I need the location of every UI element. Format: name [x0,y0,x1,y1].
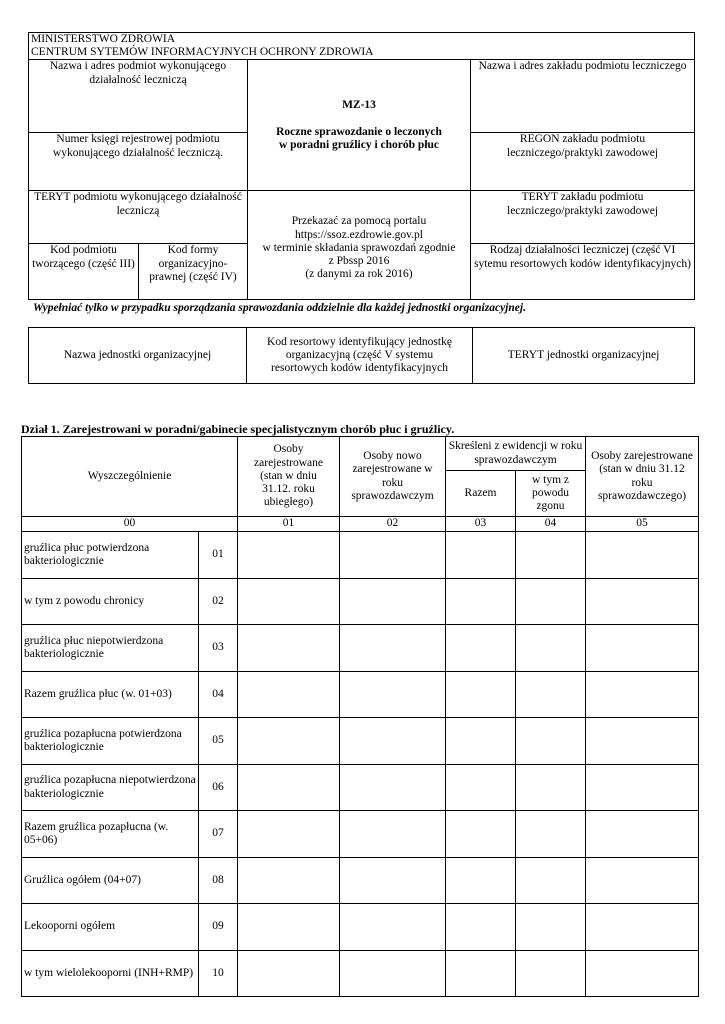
row-label: w tym wielolekooporni (INH+RMP) [22,951,199,997]
row-number: 07 [199,811,238,858]
value-cell-col-02[interactable] [340,904,446,951]
value-cell-col-01[interactable] [238,718,340,765]
regon-field[interactable] [471,133,695,191]
legal-form-code-field[interactable] [139,244,248,300]
value-cell-col-03[interactable] [446,718,516,765]
unit-teryt-field[interactable] [473,328,695,384]
col-number-01: 01 [238,517,340,532]
legal-form-code-label: Kod formy organizacyjno-prawnej (część IV) [149,244,237,283]
value-cell-col-05[interactable] [586,579,699,625]
separate-unit-note: Wypełniać tylko w przypadku sporządzania sprawozdania oddzielnie dla każdej jednostki organizacyjnej. [33,302,526,314]
value-cell-col-01[interactable] [238,951,340,997]
submission-line-3: w terminie składania sprawozdań zgodnie [262,241,456,254]
value-cell-col-03[interactable] [446,951,516,997]
value-cell-col-03[interactable] [446,625,516,672]
col-header-05: Osoby zarejestrowane (stan w dniu 31.12 roku sprawozdawczego) [586,437,699,517]
form-title-cell [248,60,471,191]
value-cell-col-01[interactable] [238,532,340,579]
activity-type-field[interactable] [471,244,695,300]
entity-teryt-label: TERYT podmiotu wykonującego działalność leczniczą [34,191,242,217]
value-cell-col-01[interactable] [238,672,340,718]
value-cell-col-05[interactable] [586,672,699,718]
ministry-cell [29,33,695,60]
unit-table [28,327,694,384]
submission-url: https://ssoz.ezdrowie.gov.pl [295,228,423,241]
value-cell-col-03[interactable] [446,811,516,858]
value-cell-col-04[interactable] [516,672,586,718]
value-cell-col-04[interactable] [516,625,586,672]
row-number: 05 [199,718,238,765]
submission-line-4: z Pbssp 2016 [328,255,390,268]
unit-name-field[interactable] [29,328,247,384]
value-cell-col-02[interactable] [340,579,446,625]
ministry-center: CENTRUM SYTEMÓW INFORMACYJNYCH OCHRONY ZDROWIA [31,46,374,59]
value-cell-col-02[interactable] [340,858,446,904]
row-label: Razem gruźlica pozapłucna (w. 05+06) [22,811,199,858]
register-number-label: Numer księgi rejestrowej podmiotu wykonującego działalność leczniczą. [52,133,224,159]
col-number-00: 00 [22,517,238,532]
activity-type-label: Rodzaj działalności leczniczej (część VI sytemu resortowych kodów identyfikacyjnych) [474,244,691,270]
value-cell-col-01[interactable] [238,625,340,672]
value-cell-col-01[interactable] [238,579,340,625]
col-number-04: 04 [516,517,586,532]
table-row [22,672,699,718]
register-number-field[interactable] [29,133,248,191]
row-number: 10 [199,951,238,997]
col-header-specification: Wyszczególnienie [22,437,238,517]
row-number: 09 [199,904,238,951]
row-label: gruźlica pozapłucna niepotwierdzona bakteriologicznie [22,765,199,811]
row-label: Lekooporni ogółem [22,904,199,951]
value-cell-col-05[interactable] [586,625,699,672]
form-header [28,32,694,300]
value-cell-col-05[interactable] [586,718,699,765]
facility-teryt-label: TERYT zakładu podmiotu leczniczego/praktyki zawodowej [507,191,659,217]
entity-teryt-field[interactable] [29,191,248,244]
value-cell-col-05[interactable] [586,904,699,951]
col-header-02: Osoby nowo zarejestrowane w roku sprawozdawczym [340,437,446,517]
facility-name-address-label: Nazwa i adres zakładu podmiotu leczniczego [478,60,687,73]
value-cell-col-05[interactable] [586,858,699,904]
founding-entity-code-label: Kod podmiotu tworzącego (część III) [32,244,135,270]
table-row [22,625,699,672]
entity-name-address-field[interactable] [29,60,248,133]
submission-line-1: Przekazać za pomocą portalu [291,215,427,228]
row-number: 08 [199,858,238,904]
value-cell-col-04[interactable] [516,904,586,951]
unit-teryt-label: TERYT jednostki organizacyjnej [507,348,660,361]
value-cell-col-02[interactable] [340,672,446,718]
value-cell-col-04[interactable] [516,532,586,579]
row-label: gruźlica płuc potwierdzona bakteriologicznie [22,532,199,579]
row-label: w tym z powodu chronicy [22,579,199,625]
value-cell-col-04[interactable] [516,858,586,904]
unit-code-label: Kod resortowy identyfikujący jednostkę organizacyjną (część V systemu resortowych kodów identyfikacyjnych [267,335,452,375]
row-number: 04 [199,672,238,718]
row-number: 06 [199,765,238,811]
value-cell-col-05[interactable] [586,765,699,811]
row-label: Gruźlica ogółem (04+07) [22,858,199,904]
table-row [22,904,699,951]
table-row [22,951,699,997]
value-cell-col-03[interactable] [446,904,516,951]
row-label: gruźlica pozapłucna potwierdzona bakteriologicznie [22,718,199,765]
row-number: 02 [199,579,238,625]
col-number-05: 05 [586,517,699,532]
value-cell-col-03[interactable] [446,532,516,579]
value-cell-col-05[interactable] [586,811,699,858]
section-1-table [21,436,698,997]
submission-line-5: (z danymi za rok 2016) [305,268,413,281]
value-cell-col-05[interactable] [586,532,699,579]
value-cell-col-04[interactable] [516,579,586,625]
value-cell-col-05[interactable] [586,951,699,997]
col-header-03: Razem [446,471,516,517]
col-number-03: 03 [446,517,516,532]
value-cell-col-04[interactable] [516,718,586,765]
facility-teryt-field[interactable] [471,191,695,244]
value-cell-col-02[interactable] [340,765,446,811]
submission-info-cell [248,191,471,300]
table-row [22,579,699,625]
value-cell-col-01[interactable] [238,904,340,951]
regon-label: REGON zakładu podmiotu leczniczego/praktyki zawodowej [507,133,659,159]
founding-entity-code-field[interactable] [29,244,139,300]
value-cell-col-03[interactable] [446,765,516,811]
table-row [22,718,699,765]
value-cell-col-02[interactable] [340,532,446,579]
value-cell-col-02[interactable] [340,811,446,858]
unit-name-label: Nazwa jednostki organizacyjnej [63,348,212,361]
table-row [22,765,699,811]
value-cell-col-01[interactable] [238,765,340,811]
col-header-04: w tym z powodu zgonu [516,471,586,517]
value-cell-col-02[interactable] [340,718,446,765]
col-number-02: 02 [340,517,446,532]
unit-code-field[interactable] [247,328,473,384]
col-header-removed-group: Skreśleni z ewidencji w roku sprawozdawczym [446,437,586,471]
value-cell-col-02[interactable] [340,625,446,672]
value-cell-col-03[interactable] [446,579,516,625]
section-1-title: Dział 1. Zarejestrowani w poradni/gabinecie specjalistycznym chorób płuc i gruźlicy. [21,422,455,436]
value-cell-col-04[interactable] [516,811,586,858]
value-cell-col-01[interactable] [238,811,340,858]
row-number: 03 [199,625,238,672]
value-cell-col-01[interactable] [238,858,340,904]
form-title: Roczne sprawozdanie o leczonych w poradni gruźlicy i chorób płuc [276,125,442,152]
value-cell-col-04[interactable] [516,765,586,811]
row-label: gruźlica płuc niepotwierdzona bakteriologicznie [22,625,199,672]
value-cell-col-04[interactable] [516,951,586,997]
table-row [22,532,699,579]
table-row [22,811,699,858]
facility-name-address-field[interactable] [471,60,695,133]
ministry-name: MINISTERSTWO ZDROWIA [31,33,176,45]
value-cell-col-02[interactable] [340,951,446,997]
col-header-01: Osoby zarejestrowane (stan w dniu 31.12. roku ubiegłego) [238,437,340,517]
row-number: 01 [199,532,238,579]
row-label: Razem gruźlica płuc (w. 01+03) [22,672,199,718]
entity-name-address-label: Nazwa i adres podmiot wykonującego działalność leczniczą [49,60,227,86]
form-code: MZ-13 [342,98,376,111]
value-cell-col-03[interactable] [446,672,516,718]
table-row [22,858,699,904]
value-cell-col-03[interactable] [446,858,516,904]
